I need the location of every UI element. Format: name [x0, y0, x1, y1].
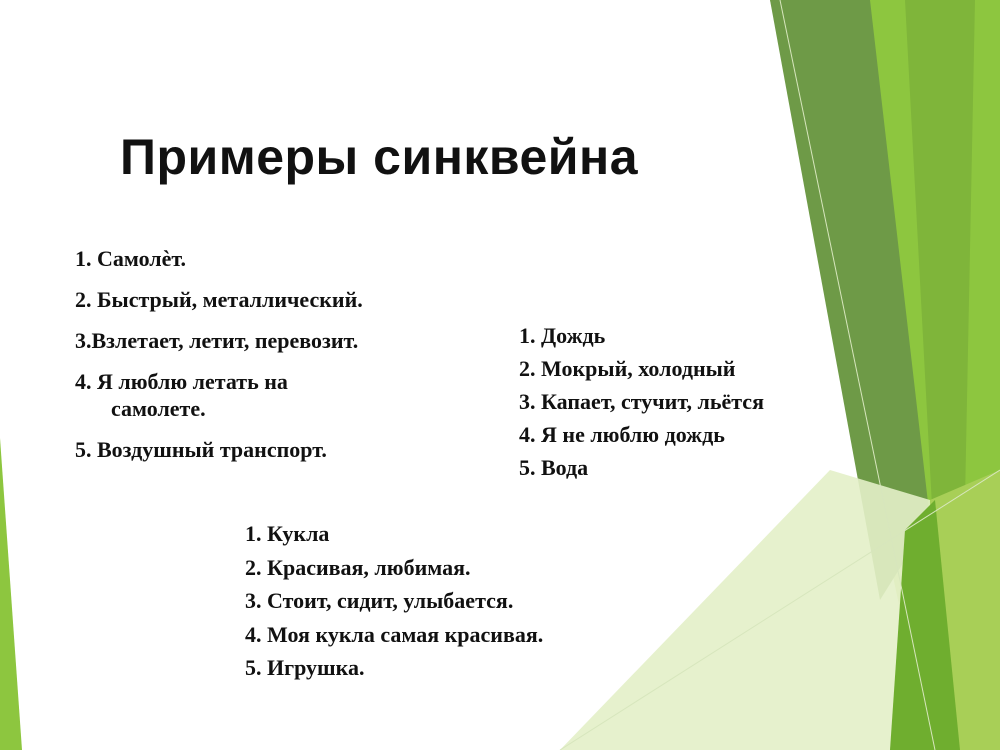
list-item: 3. Капает, стучит, льётся: [519, 389, 764, 414]
list-item: 5. Воздушный транспорт.: [75, 437, 327, 462]
list-item: 1. Самолѐт.: [75, 246, 187, 271]
cinquain-doll: [245, 517, 543, 685]
list-item: 5. Вода: [519, 455, 589, 480]
list-item: 4. Я не люблю дождь: [519, 422, 725, 447]
list-item: 3. Стоит, сидит, улыбается.: [245, 588, 514, 613]
list-item: 4. Моя кукла самая красивая.: [245, 621, 544, 647]
list-item: 2. Быстрый, металлический.: [75, 287, 363, 312]
list-item: 3.Взлетает, летит, перевозит.: [75, 328, 359, 353]
cinquain-rain: [519, 319, 764, 484]
list-item: 1. Дождь: [519, 323, 606, 348]
list-item-continuation: самолете.: [111, 396, 206, 421]
green-triangle-left: [0, 438, 22, 750]
list-item: 2. Мокрый, холодный: [519, 356, 736, 381]
green-facet-pale: [560, 470, 945, 750]
list-item: 1. Кукла: [245, 521, 330, 546]
list-item: 2. Красивая, любимая.: [245, 554, 471, 580]
list-item-text: 4. Я люблю летать на: [75, 369, 288, 394]
page-title: Примеры синквейна: [120, 129, 639, 185]
list-item: 5. Игрушка.: [245, 655, 365, 680]
cinquain-airplane: [75, 245, 363, 477]
list-item: [75, 368, 363, 422]
